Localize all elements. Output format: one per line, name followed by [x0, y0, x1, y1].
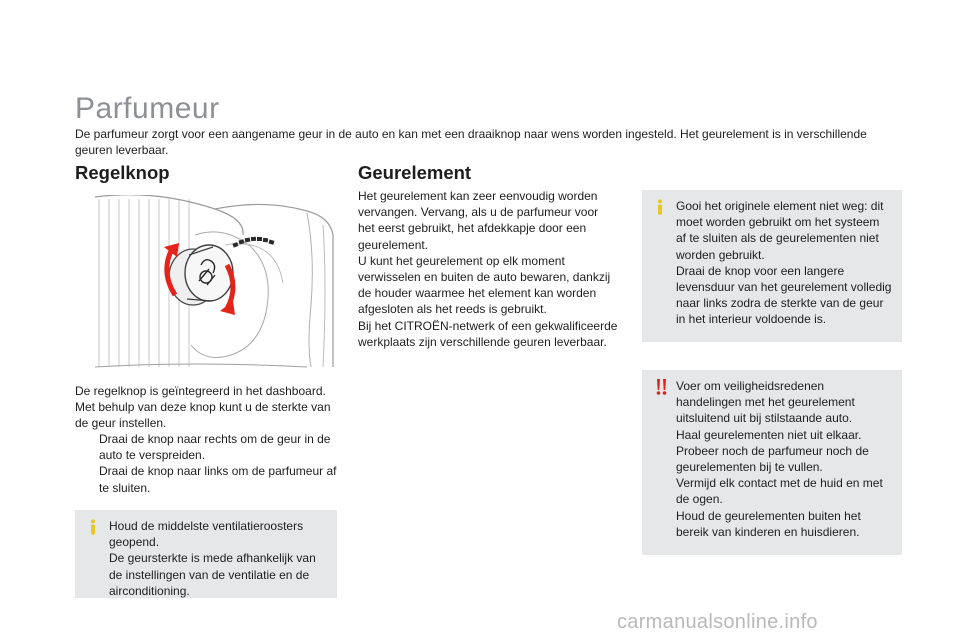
section-heading-regelknop: Regelknop [75, 162, 170, 183]
note-line: Draai de knop voor een langere levensduur van het geurelement volledig naar links zodra de sterkte van de geur in het interieur voldoende is. [676, 263, 892, 327]
regelknop-paragraph: De regelknop is geïntegreerd in het dashboard. Met behulp van deze knop kunt u de sterkte van de geur instellen. [75, 384, 331, 431]
geurelement-paragraph: Het geurelement kan zeer eenvoudig worden vervangen. Vervang, als u de parfumeur voor het eerst gebruikt, het afdekkapje door een geurelement. [358, 189, 599, 252]
info-icon [653, 199, 667, 215]
note-line: Haal geurelementen niet uit elkaar. [676, 427, 862, 442]
footer-watermark: carmanualsonline.info [617, 611, 818, 633]
note-line: Houd de geurelementen buiten het bereik van kinderen en huisdieren. [676, 508, 861, 539]
bullet-text: Draai de knop naar links om de parfumeur af te sluiten. [99, 464, 337, 495]
page-title: Parfumeur [75, 92, 220, 125]
intro-paragraph: De parfumeur zorgt voor een aangename geur in de auto en kan met een draaiknop naar wens worden ingesteld. Het geurelement is in verschillende geuren leverbaar. [75, 127, 867, 157]
geurelement-info-note [642, 190, 902, 342]
note-line: Probeer noch de parfumeur noch de geurelementen bij te vullen. [676, 443, 869, 475]
regelknop-bullet-list [75, 431, 337, 496]
bullet-text: Draai de knop naar rechts om de geur in de auto te verspreiden. [99, 432, 331, 463]
list-item [75, 463, 337, 495]
note-line: Voer om veiligheidsredenen handelingen met het geurelement uitsluitend uit bij stilstaande auto. [676, 379, 855, 426]
list-item [75, 431, 337, 463]
control-knob-illustration [75, 195, 337, 370]
note-line: Houd de middelste ventilatieroosters geopend. [109, 519, 304, 550]
note-line: Vermijd elk contact met de huid en met de ogen. [676, 476, 883, 507]
geurelement-paragraph: U kunt het geurelement op elk moment verwisselen en buiten de auto bewaren, dankzij de houder waarmee het element kan worden afgesloten als het reeds is gebruikt. [358, 253, 611, 317]
section-heading-geurelement: Geurelement [358, 162, 472, 183]
regelknop-info-note [75, 510, 337, 598]
geurelement-warning-note [642, 370, 902, 555]
warning-icon [653, 379, 669, 395]
note-line: Gooi het originele element niet weg: dit moet worden gebruikt om het systeem af te sluiten als de geurelementen niet worden gebruikt. [676, 199, 884, 262]
note-line: De geursterkte is mede afhankelijk van de instellingen van de ventilatie en de airconditioning. [109, 551, 316, 598]
geurelement-paragraph: Bij het CITROËN-netwerk of een gekwalificeerde werkplaats zijn verschillende geuren leverbaar. [358, 318, 618, 349]
knob-diagram [75, 195, 337, 370]
geurelement-text [358, 188, 618, 350]
info-icon [86, 519, 100, 535]
